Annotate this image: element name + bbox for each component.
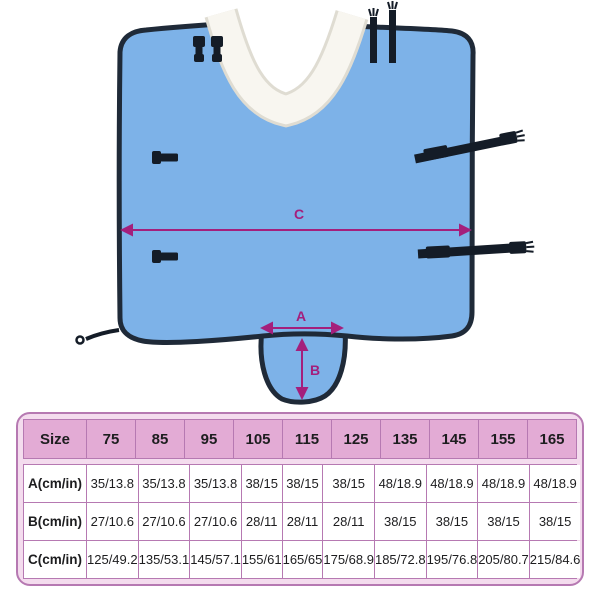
size-value-cell: 27/10.6: [87, 503, 138, 540]
size-column-header-75: 75: [87, 420, 135, 458]
blanket-body: [119, 24, 473, 342]
dimension-a-label: A: [295, 308, 307, 324]
size-value-cell: 175/68.9: [323, 541, 374, 578]
size-table: [16, 412, 584, 586]
size-column-header-145: 145: [430, 420, 478, 458]
dimension-b-label: B: [310, 362, 321, 378]
bottom-left-corner-strap: [77, 330, 120, 344]
size-table-corner-header: Size: [24, 420, 86, 458]
size-column-header-125: 125: [332, 420, 380, 458]
size-value-cell: 165/65: [283, 541, 323, 578]
size-value-cell: 35/13.8: [139, 465, 190, 502]
size-value-cell: 38/15: [530, 503, 581, 540]
size-value-cell: 35/13.8: [87, 465, 138, 502]
size-table-body: [23, 464, 581, 579]
measurement-row-label: A(cm/in): [24, 465, 86, 502]
size-value-cell: 205/80.7: [478, 541, 529, 578]
size-value-cell: 38/15: [242, 465, 282, 502]
size-table-header-row: [23, 419, 577, 459]
size-value-cell: 48/18.9: [375, 465, 426, 502]
measurement-row-label: B(cm/in): [24, 503, 86, 540]
measurement-row-label: C(cm/in): [24, 541, 86, 578]
size-value-cell: 35/13.8: [190, 465, 241, 502]
size-value-cell: 145/57.1: [190, 541, 241, 578]
size-value-cell: 27/10.6: [139, 503, 190, 540]
size-value-cell: 27/10.6: [190, 503, 241, 540]
size-value-cell: 38/15: [283, 465, 323, 502]
size-value-cell: 38/15: [375, 503, 426, 540]
size-value-cell: 38/15: [427, 503, 478, 540]
size-value-cell: 28/11: [283, 503, 323, 540]
size-value-cell: 38/15: [323, 465, 374, 502]
fleece-collar: [221, 13, 352, 110]
size-value-cell: 125/49.2: [87, 541, 138, 578]
size-column-header-155: 155: [479, 420, 527, 458]
size-value-cell: 135/53.1: [139, 541, 190, 578]
size-column-header-165: 165: [528, 420, 576, 458]
size-value-cell: 48/18.9: [478, 465, 529, 502]
size-column-header-135: 135: [381, 420, 429, 458]
bottom-flap: [261, 330, 345, 402]
size-value-cell: 48/18.9: [530, 465, 581, 502]
size-value-cell: 155/61: [242, 541, 282, 578]
size-value-cell: 185/72.8: [375, 541, 426, 578]
size-column-header-115: 115: [283, 420, 331, 458]
size-value-cell: 38/15: [478, 503, 529, 540]
dimension-c-label: C: [293, 206, 305, 222]
size-column-header-85: 85: [136, 420, 184, 458]
size-value-cell: 28/11: [323, 503, 374, 540]
size-column-header-105: 105: [234, 420, 282, 458]
size-value-cell: 195/76.8: [427, 541, 478, 578]
size-value-cell: 215/84.6: [530, 541, 581, 578]
size-column-header-95: 95: [185, 420, 233, 458]
size-value-cell: 48/18.9: [427, 465, 478, 502]
size-value-cell: 28/11: [242, 503, 282, 540]
